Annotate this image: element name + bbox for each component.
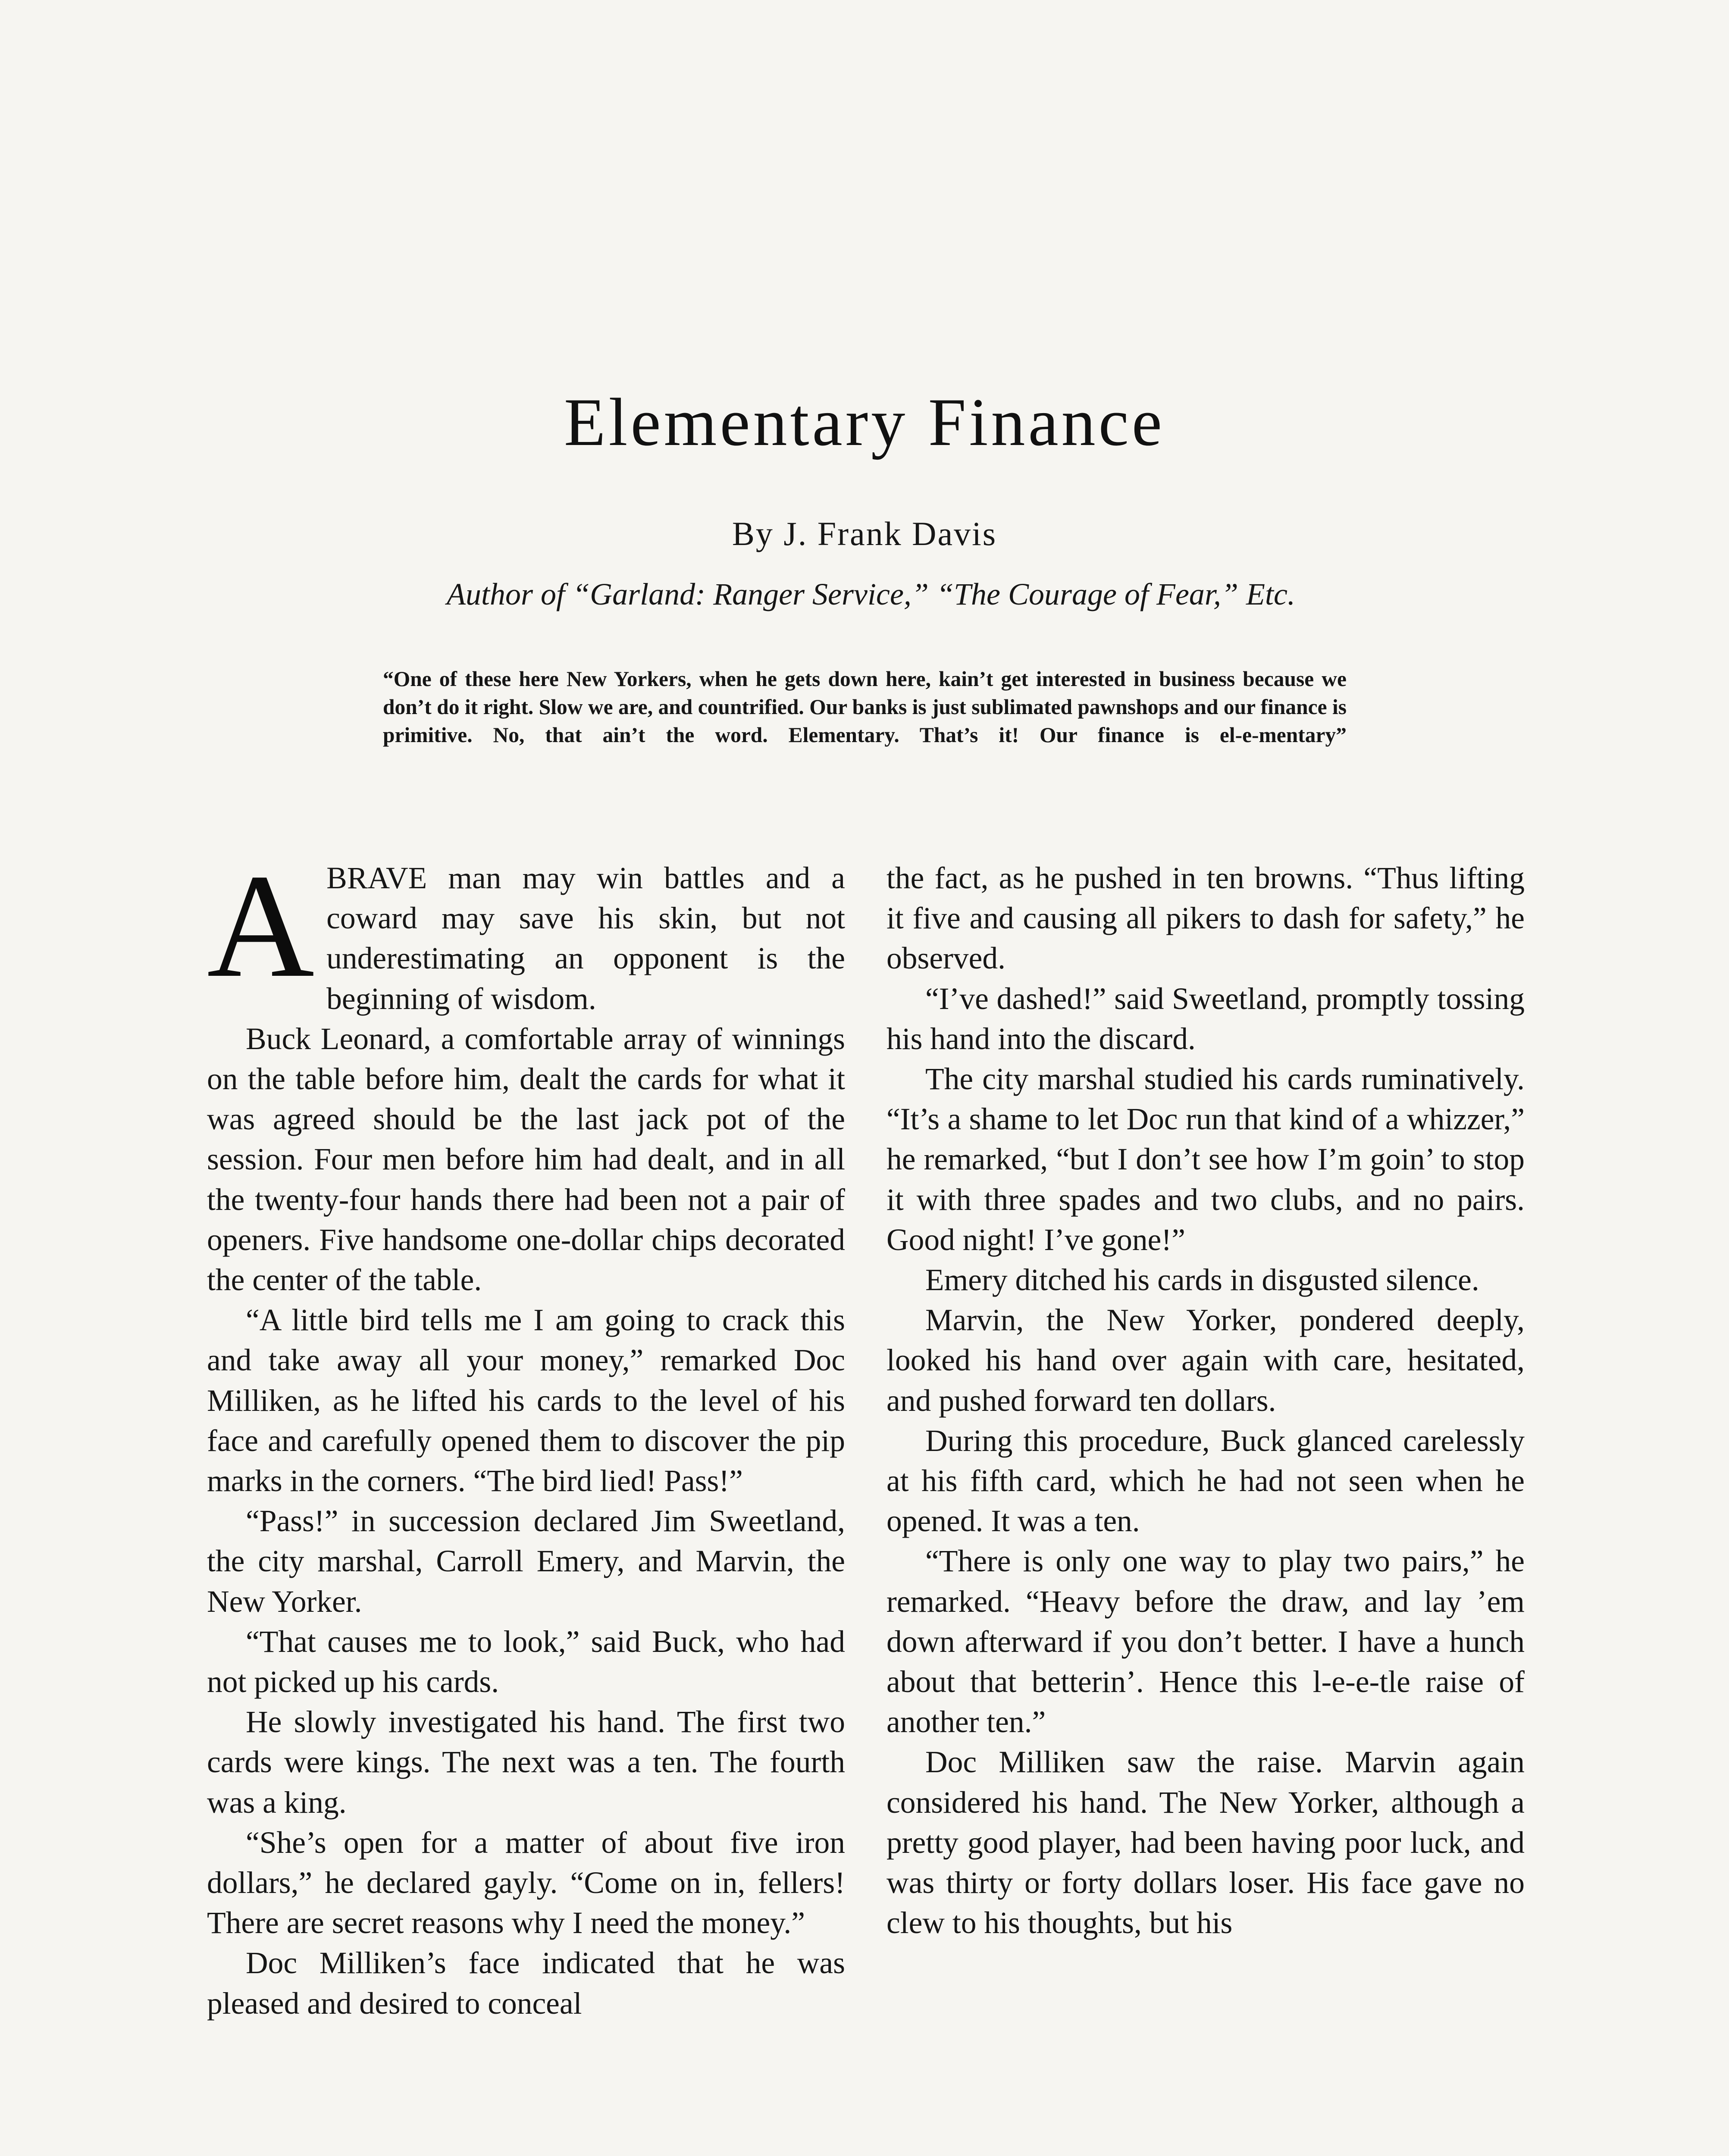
paragraph: “She’s open for a matter of about five iron dollars,” he declared gayly. “Come on in, fellers! There are secret reasons why I need the money.” [207, 1825, 845, 1940]
paragraph: During this procedure, Buck glanced carelessly at his fifth card, which he had not seen when he opened. It was a ten. [886, 1423, 1525, 1539]
opening-paragraph [207, 843, 845, 1019]
paragraph: The city marshal studied his cards ruminatively. “It’s a shame to let Doc run that kind of a whizzer,” he remarked, “but I don’t see how I’m goin’ to stop it with three spades and two clubs, and no pairs. Good night! I’ve gone!” [886, 1062, 1525, 1257]
article-title: Elementary Finance [564, 385, 1165, 460]
opening-paragraph-text: BRAVE man may win battles and a coward may save his skin, but not underestimating an opponent is the beginning of wisdom. [326, 861, 845, 1016]
right-column [886, 858, 1525, 1943]
paragraph: Marvin, the New Yorker, pondered deeply, looked his hand over again with care, hesitated, and pushed forward ten dollars. [886, 1303, 1525, 1418]
author-credits: Author of “Garland: Ranger Service,” “The Courage of Fear,” Etc. [447, 577, 1295, 611]
paragraph: Emery ditched his cards in disgusted silence. [925, 1263, 1479, 1297]
paragraph: “Pass!” in succession declared Jim Sweetland, the city marshal, Carroll Emery, and Marvin, the New Yorker. [207, 1504, 845, 1619]
continued-paragraph: the fact, as he pushed in ten browns. “Thus lifting it five and causing all pikers to dash for safety,” he observed. [886, 861, 1525, 976]
paragraph: Doc Milliken saw the raise. Marvin again considered his hand. The New Yorker, although a pretty good player, had been having poor luck, and was thirty or forty dollars loser. His face gave no clew to his thoughts, but his [886, 1745, 1525, 1940]
paragraph: “A little bird tells me I am going to crack this and take away all your money,” remarked Doc Milliken, as he lifted his cards to the level of his face and carefully opened them to discover the pip marks in the corners. “The bird lied! Pass!” [207, 1303, 845, 1498]
paragraph: “I’ve dashed!” said Sweetland, promptly tossing his hand into the discard. [886, 981, 1525, 1056]
paragraph: He slowly investigated his hand. The first two cards were kings. The next was a ten. The fourth was a king. [207, 1705, 845, 1820]
epigraph-quote: “One of these here New Yorkers, when he gets down here, kain’t get interested in business because we don’t do it right. Slow we are, and countrified. Our banks is just sublimated pawnshops and our finance is primitive. No, that ain’t the word. Elementary. That’s it! Our finance is el-e-mentary” [383, 667, 1347, 747]
drop-cap: A [207, 843, 315, 1008]
paragraph: “There is only one way to play two pairs,” he remarked. “Heavy before the draw, and lay ’em down afterward if you don’t better. I have a hunch about that betterin’. Hence this l-e-e-tle raise of another ten.” [886, 1544, 1525, 1739]
article-byline: By J. Frank Davis [732, 515, 997, 552]
paragraph: Doc Milliken’s face indicated that he was pleased and desired to conceal [207, 1946, 845, 2021]
paragraph: Buck Leonard, a comfortable array of winnings on the table before him, dealt the cards for what it was agreed should be the last jack pot of the session. Four men before him had dealt, and in all the twenty-four hands there had been not a pair of openers. Five handsome one-dollar chips decorated the center of the table. [207, 1022, 845, 1297]
left-column [207, 843, 845, 2024]
paragraph: “That causes me to look,” said Buck, who had not picked up his cards. [207, 1624, 845, 1699]
